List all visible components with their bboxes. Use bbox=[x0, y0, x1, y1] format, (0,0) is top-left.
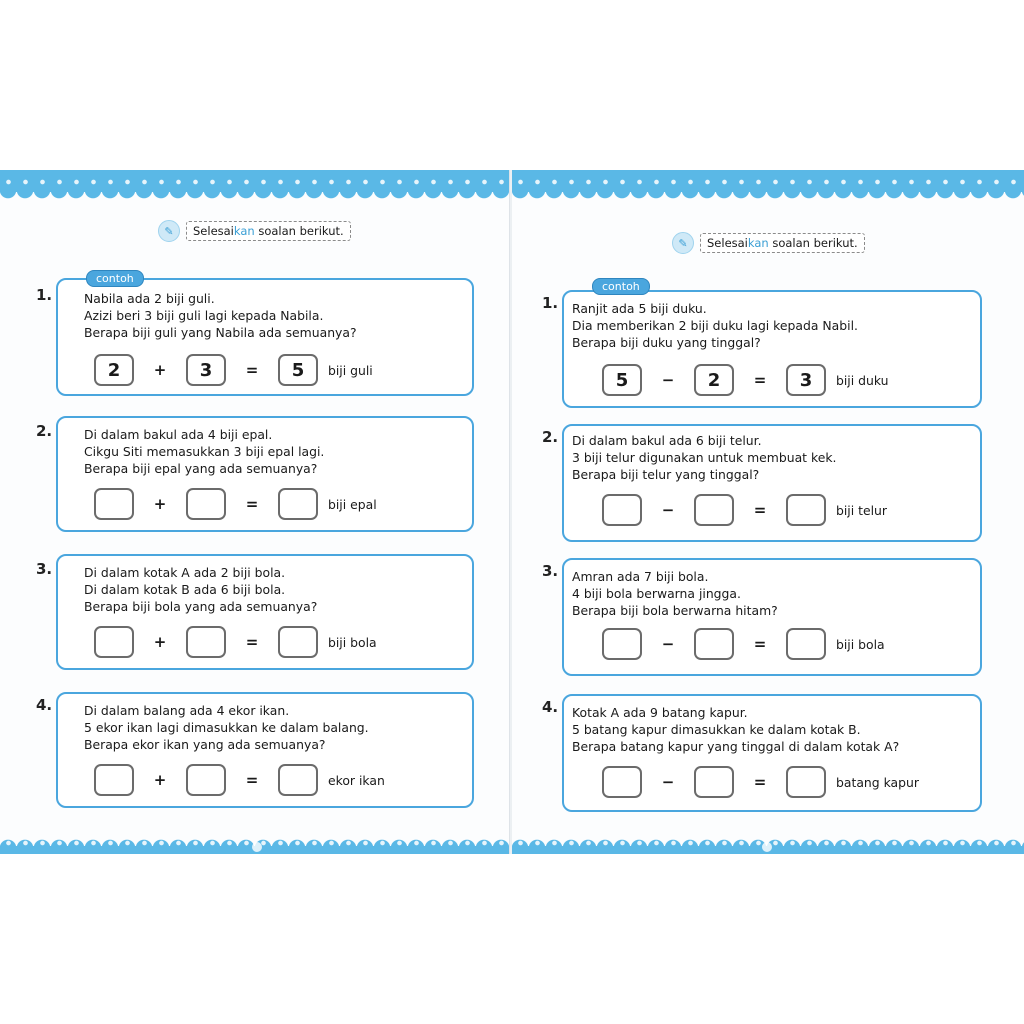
right-page bbox=[512, 170, 1024, 854]
answer-box[interactable]: 2 bbox=[694, 364, 734, 396]
answer-box[interactable] bbox=[278, 764, 318, 796]
answer-box[interactable] bbox=[602, 766, 642, 798]
answer-box[interactable] bbox=[94, 488, 134, 520]
equation-row bbox=[94, 354, 373, 386]
operator: − bbox=[661, 635, 675, 653]
answer-box[interactable] bbox=[602, 494, 642, 526]
worksheet-spread bbox=[0, 170, 1024, 854]
answer-box[interactable]: 5 bbox=[278, 354, 318, 386]
instruction bbox=[672, 232, 865, 254]
question-line: Di dalam balang ada 4 ekor ikan. bbox=[84, 703, 290, 718]
example-label: contoh bbox=[86, 270, 144, 287]
operator: + bbox=[153, 633, 167, 651]
operator: + bbox=[153, 361, 167, 379]
equation-row bbox=[602, 494, 887, 526]
question-line: Di dalam kotak B ada 6 biji bola. bbox=[84, 582, 286, 597]
equals-sign: = bbox=[753, 635, 767, 653]
question-line: Berapa biji bola yang ada semuanya? bbox=[84, 599, 318, 614]
answer-box[interactable]: 2 bbox=[94, 354, 134, 386]
left-page bbox=[0, 170, 510, 854]
question-line: 3 biji telur digunakan untuk membuat kek. bbox=[572, 450, 837, 465]
question-line: 5 ekor ikan lagi dimasukkan ke dalam balang. bbox=[84, 720, 369, 735]
question-number: 2. bbox=[542, 428, 559, 446]
answer-box[interactable] bbox=[94, 626, 134, 658]
top-scallop-edge bbox=[0, 190, 510, 206]
answer-box[interactable] bbox=[278, 488, 318, 520]
question-line: Berapa biji telur yang tinggal? bbox=[572, 467, 760, 482]
instruction-text: Selesaikan soalan berikut. bbox=[186, 221, 351, 241]
question-line: Kotak A ada 9 batang kapur. bbox=[572, 705, 748, 720]
question-line: Cikgu Siti memasukkan 3 biji epal lagi. bbox=[84, 444, 325, 459]
instruction bbox=[158, 220, 351, 242]
equation-row bbox=[94, 764, 385, 796]
lightbulb-icon: ✎ bbox=[158, 220, 180, 242]
answer-box[interactable] bbox=[786, 494, 826, 526]
question-text bbox=[84, 290, 357, 341]
question-text bbox=[572, 568, 778, 619]
answer-box[interactable] bbox=[186, 488, 226, 520]
example-label: contoh bbox=[592, 278, 650, 295]
question-number: 2. bbox=[36, 422, 53, 440]
question-number: 3. bbox=[36, 560, 53, 578]
operator: + bbox=[153, 771, 167, 789]
answer-box[interactable]: 3 bbox=[186, 354, 226, 386]
question-line: 4 biji bola berwarna jingga. bbox=[572, 586, 741, 601]
unit-label: biji guli bbox=[328, 362, 373, 378]
equals-sign: = bbox=[753, 773, 767, 791]
question-text bbox=[572, 704, 899, 755]
answer-box[interactable] bbox=[694, 628, 734, 660]
equation-row bbox=[602, 628, 885, 660]
question-text bbox=[84, 702, 369, 753]
question-line: Dia memberikan 2 biji duku lagi kepada Nabil. bbox=[572, 318, 858, 333]
question-text bbox=[84, 426, 324, 477]
top-border-dots bbox=[0, 178, 510, 186]
operator: − bbox=[661, 773, 675, 791]
answer-box[interactable] bbox=[786, 766, 826, 798]
question-line: Berapa biji epal yang ada semuanya? bbox=[84, 461, 318, 476]
answer-box[interactable]: 5 bbox=[602, 364, 642, 396]
equals-sign: = bbox=[753, 371, 767, 389]
question-text bbox=[84, 564, 317, 615]
question-line: Amran ada 7 biji bola. bbox=[572, 569, 709, 584]
page-number-badge bbox=[252, 842, 262, 852]
page-number-badge bbox=[762, 842, 772, 852]
equation-row bbox=[602, 766, 919, 798]
lightbulb-icon: ✎ bbox=[672, 232, 694, 254]
top-scallop-edge bbox=[512, 190, 1024, 206]
answer-box[interactable] bbox=[186, 764, 226, 796]
question-line: Di dalam bakul ada 6 biji telur. bbox=[572, 433, 762, 448]
equation-row bbox=[94, 488, 377, 520]
unit-label: ekor ikan bbox=[328, 772, 385, 788]
question-line: Berapa biji bola berwarna hitam? bbox=[572, 603, 778, 618]
operator: − bbox=[661, 501, 675, 519]
unit-label: biji duku bbox=[836, 372, 889, 388]
instruction-text: Selesaikan soalan berikut. bbox=[700, 233, 865, 253]
question-number: 4. bbox=[542, 698, 559, 716]
question-number: 4. bbox=[36, 696, 53, 714]
unit-label: biji bola bbox=[836, 636, 885, 652]
unit-label: biji bola bbox=[328, 634, 377, 650]
unit-label: biji epal bbox=[328, 496, 377, 512]
equals-sign: = bbox=[245, 361, 259, 379]
answer-box[interactable] bbox=[94, 764, 134, 796]
unit-label: batang kapur bbox=[836, 774, 919, 790]
top-border-dots bbox=[512, 178, 1024, 186]
equals-sign: = bbox=[245, 495, 259, 513]
equals-sign: = bbox=[245, 771, 259, 789]
answer-box[interactable] bbox=[278, 626, 318, 658]
question-line: Di dalam bakul ada 4 biji epal. bbox=[84, 427, 273, 442]
answer-box[interactable] bbox=[694, 494, 734, 526]
answer-box[interactable]: 3 bbox=[786, 364, 826, 396]
question-line: Berapa batang kapur yang tinggal di dalam kotak A? bbox=[572, 739, 900, 754]
question-line: Nabila ada 2 biji guli. bbox=[84, 291, 215, 306]
operator: + bbox=[153, 495, 167, 513]
equation-row bbox=[94, 626, 377, 658]
equation-row bbox=[602, 364, 889, 396]
question-text bbox=[572, 432, 836, 483]
answer-box[interactable] bbox=[694, 766, 734, 798]
unit-label: biji telur bbox=[836, 502, 888, 518]
question-number: 3. bbox=[542, 562, 559, 580]
question-text bbox=[572, 300, 858, 351]
question-line: Ranjit ada 5 biji duku. bbox=[572, 301, 707, 316]
question-number: 1. bbox=[542, 294, 559, 312]
answer-box[interactable] bbox=[602, 628, 642, 660]
equals-sign: = bbox=[245, 633, 259, 651]
question-line: Berapa ekor ikan yang ada semuanya? bbox=[84, 737, 326, 752]
answer-box[interactable] bbox=[786, 628, 826, 660]
question-line: Di dalam kotak A ada 2 biji bola. bbox=[84, 565, 286, 580]
operator: − bbox=[661, 371, 675, 389]
question-line: Azizi beri 3 biji guli lagi kepada Nabila. bbox=[84, 308, 324, 323]
question-line: Berapa biji guli yang Nabila ada semuanya? bbox=[84, 325, 357, 340]
question-line: 5 batang kapur dimasukkan ke dalam kotak B. bbox=[572, 722, 861, 737]
equals-sign: = bbox=[753, 501, 767, 519]
question-number: 1. bbox=[36, 286, 53, 304]
question-line: Berapa biji duku yang tinggal? bbox=[572, 335, 761, 350]
answer-box[interactable] bbox=[186, 626, 226, 658]
